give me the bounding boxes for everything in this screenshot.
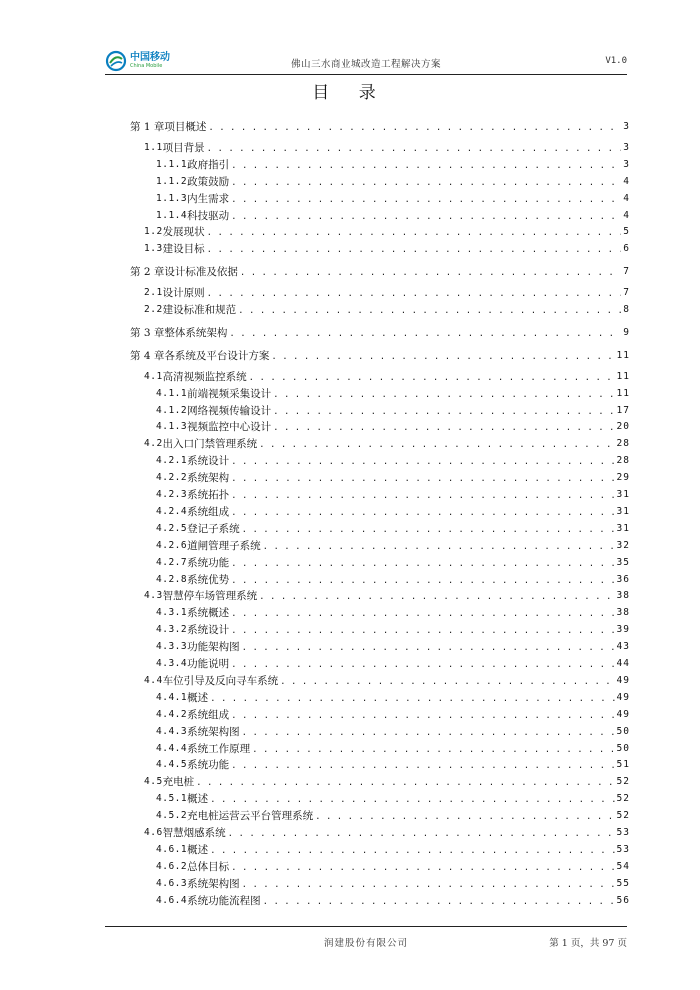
toc-entry[interactable] <box>156 858 630 874</box>
toc-dot-leader <box>259 439 614 451</box>
toc-entry-page: 8 <box>623 304 630 315</box>
toc-entry-number: 4.6.1 <box>156 843 188 855</box>
toc-entry-page: 38 <box>616 590 630 602</box>
toc-entry-page: 51 <box>616 759 630 771</box>
toc-entry-number: 1.1.1 <box>156 158 188 170</box>
toc-dot-leader <box>252 744 614 756</box>
toc-entry-page: 28 <box>616 438 630 450</box>
toc-entry[interactable] <box>156 621 630 637</box>
toc-dot-leader <box>315 811 614 823</box>
toc-entry[interactable] <box>156 706 630 722</box>
toc-entry-number: 4.4 <box>144 674 163 686</box>
toc-dot-leader <box>231 211 621 223</box>
toc-entry[interactable] <box>144 223 630 239</box>
toc-entry-page: 11 <box>616 387 630 399</box>
toc-entry-page: 20 <box>616 421 630 433</box>
toc-entry[interactable] <box>144 672 630 688</box>
toc-dot-leader <box>259 591 614 603</box>
toc-entry[interactable] <box>130 118 630 134</box>
toc-entry[interactable] <box>156 402 630 418</box>
toc-entry-page: 31 <box>616 489 630 500</box>
toc-entry-number: 4.4.1 <box>156 691 188 703</box>
toc-entry-title: 设计标准及依据 <box>164 266 238 279</box>
toc-entry-page: 11 <box>616 349 630 361</box>
toc-entry-title: 各系统及平台设计方案 <box>164 349 270 362</box>
company-name: 润建股份有限公司 <box>323 938 408 949</box>
toc-entry-title: 系统功能 <box>187 759 230 772</box>
toc-entry-page: 49 <box>616 708 630 720</box>
toc-entry-page: 50 <box>616 742 630 754</box>
toc-entry-number: 4.2.1 <box>156 455 188 467</box>
toc-dot-leader <box>196 777 614 789</box>
toc-entry-page: 4 <box>623 209 630 221</box>
toc-dot-leader <box>238 305 621 317</box>
toc-entry-page: 56 <box>616 894 630 906</box>
page-footer <box>105 926 627 949</box>
toc-entry-number: 4.2.6 <box>156 539 188 551</box>
toc-entry-number: 4.4.3 <box>156 725 188 737</box>
toc-entry-title: 功能说明 <box>187 658 230 670</box>
toc-entry-title: 系统拓扑 <box>187 489 230 501</box>
toc-dot-leader <box>207 288 622 300</box>
toc-entry[interactable] <box>156 638 630 654</box>
toc-entry-page: 53 <box>616 843 630 855</box>
toc-entry-title: 设计原则 <box>162 287 205 300</box>
toc-dot-leader <box>231 575 614 587</box>
toc-entry-number: 4.6.2 <box>156 860 188 872</box>
toc-dot-leader <box>231 608 614 620</box>
toc-dot-leader <box>242 642 615 654</box>
toc-entry-number: 1.3 <box>144 243 163 255</box>
toc-entry[interactable] <box>156 740 630 756</box>
toc-entry-title: 发展现状 <box>162 226 205 239</box>
toc-entry-number: 4.1.1 <box>156 387 188 399</box>
toc-entry[interactable] <box>144 435 630 451</box>
toc-entry-page: 31 <box>616 505 630 517</box>
toc-entry-title: 智慧烟感系统 <box>162 827 226 839</box>
toc-dot-leader <box>207 143 622 155</box>
toc-entry[interactable] <box>156 503 630 519</box>
toc-entry-title: 总体目标 <box>187 860 230 873</box>
toc-entry-page: 3 <box>623 121 630 132</box>
toc-entry-title: 系统架构 <box>187 472 230 485</box>
toc-entry-page: 28 <box>616 455 630 467</box>
document-title: 佛山三水商业城改造工程解决方案 <box>290 59 441 70</box>
toc-entry-title: 政府指引 <box>187 158 230 171</box>
toc-entry[interactable] <box>156 385 630 401</box>
toc-dot-leader <box>273 406 614 418</box>
toc-entry-title: 系统优势 <box>187 573 230 586</box>
toc-dot-leader <box>231 659 614 671</box>
toc-entry-page: 54 <box>616 860 630 872</box>
toc-entry-number: 4.6 <box>144 827 163 838</box>
toc-entry-title: 网络视频传输设计 <box>187 404 272 417</box>
toc-entry-page: 50 <box>616 725 630 737</box>
toc-entry-page: 3 <box>623 141 630 153</box>
toc-entry[interactable] <box>144 139 630 155</box>
logo-english-text: China Mobile <box>130 63 163 69</box>
toc-entry[interactable] <box>156 655 630 671</box>
toc-entry[interactable] <box>156 486 630 502</box>
toc-entry-title: 充电桩运营云平台管理系统 <box>187 810 314 823</box>
toc-entry-title: 建设标准和规范 <box>162 304 237 316</box>
toc-entry-number: 4.1 <box>144 370 163 382</box>
toc-dot-leader <box>231 507 614 519</box>
toc-entry-number: 4.4.5 <box>156 759 188 771</box>
toc-entry-page: 49 <box>616 674 630 686</box>
toc-entry[interactable] <box>144 240 630 256</box>
toc-entry-number: 2.2 <box>144 304 163 315</box>
toc-entry-page: 32 <box>616 539 630 551</box>
toc-entry-number: 4.2.5 <box>156 522 188 534</box>
toc-entry-page: 53 <box>616 827 630 838</box>
toc-dot-leader <box>231 625 614 637</box>
toc-entry-title: 车位引导及反向寻车系统 <box>162 674 279 687</box>
toc-dot-leader <box>229 328 621 340</box>
toc-entry[interactable] <box>156 554 630 570</box>
toc-entry-page: 5 <box>623 226 630 238</box>
toc-entry-title: 项目概述 <box>164 121 207 133</box>
toc-entry-title: 系统概述 <box>187 607 230 620</box>
toc-entry-title: 系统功能流程图 <box>187 894 261 907</box>
toc-entry-number: 2.1 <box>144 287 163 299</box>
toc-dot-leader <box>231 473 614 485</box>
toc-dot-leader <box>263 541 615 553</box>
toc-entry-number: 4.2.2 <box>156 472 188 484</box>
toc-entry[interactable] <box>156 790 630 806</box>
toc-entry-page: 39 <box>616 624 630 636</box>
toc-entry[interactable] <box>156 689 630 705</box>
toc-dot-leader <box>231 456 614 468</box>
toc-entry-number: 4.3.3 <box>156 641 188 653</box>
toc-entry-number: 4.4.4 <box>156 742 188 754</box>
toc-entry[interactable] <box>144 368 630 384</box>
toc-entry-page: 35 <box>616 556 630 568</box>
toc-entry-number: 4.3.1 <box>156 607 188 619</box>
toc-entry[interactable] <box>156 892 630 908</box>
toc-entry-number: 4.1.2 <box>156 404 188 416</box>
toc-entry-number: 4.5.2 <box>156 810 188 822</box>
toc-entry[interactable] <box>156 723 630 739</box>
toc-entry-number: 4.6.4 <box>156 894 188 906</box>
toc-dot-leader <box>231 760 614 772</box>
toc-entry-title: 视频监控中心设计 <box>187 421 272 434</box>
toc-entry-number: 1.1.3 <box>156 192 188 204</box>
toc-dot-leader <box>242 524 615 536</box>
toc-entry-page: 29 <box>616 472 630 484</box>
toc-entry-title: 充电桩 <box>162 776 195 789</box>
toc-entry[interactable] <box>156 604 630 620</box>
toc-entry-page: 52 <box>616 776 630 788</box>
toc-entry[interactable] <box>144 824 630 840</box>
toc-entry-number: 4.2.4 <box>156 505 188 517</box>
toc-dot-leader <box>210 693 614 705</box>
toc-entry-title: 概述 <box>187 691 209 704</box>
toc-dot-leader <box>273 422 614 434</box>
toc-entry-number: 1.2 <box>144 226 163 238</box>
toc-dot-leader <box>231 710 614 722</box>
toc-entry-title: 系统组成 <box>187 708 230 721</box>
toc-entry-title: 内生需求 <box>187 192 230 205</box>
toc-dot-leader <box>231 490 614 502</box>
toc-heading: 目 录 <box>312 83 388 103</box>
toc-entry-page: 7 <box>623 266 630 278</box>
toc-entry-title: 登记子系统 <box>187 522 240 535</box>
toc-entry-title: 系统组成 <box>187 505 230 518</box>
toc-dot-leader <box>207 227 622 239</box>
toc-entry-number: 第 4 章 <box>130 349 165 362</box>
toc-entry-number: 4.3.4 <box>156 658 188 669</box>
toc-entry-page: 36 <box>616 573 630 585</box>
toc-entry-title: 系统架构图 <box>187 725 240 738</box>
toc-dot-leader <box>207 244 622 256</box>
toc-entry-title: 科技驱动 <box>187 209 230 222</box>
toc-entry-title: 高清视频监控系统 <box>162 370 247 383</box>
toc-entry-title: 系统设计 <box>187 624 230 637</box>
toc-entry[interactable] <box>130 263 630 279</box>
toc-entry-title: 系统工作原理 <box>187 742 251 755</box>
toc-entry-title: 前端视频采集设计 <box>187 387 272 400</box>
toc-entry[interactable] <box>156 537 630 553</box>
toc-entry-number: 4.2.8 <box>156 573 188 585</box>
toc-entry-title: 整体系统架构 <box>164 326 228 339</box>
toc-entry-title: 系统架构图 <box>187 877 240 890</box>
toc-entry-title: 系统功能 <box>187 556 230 569</box>
toc-entry-page: 38 <box>616 607 630 619</box>
toc-entry-number: 4.1.3 <box>156 421 188 433</box>
toc-entry-number: 4.5 <box>144 776 163 788</box>
toc-entry-title: 建设目标 <box>162 243 205 256</box>
toc-entry-title: 项目背景 <box>162 141 205 154</box>
toc-entry-page: 44 <box>616 658 630 669</box>
toc-entry-page: 43 <box>616 641 630 653</box>
toc-entry[interactable] <box>156 875 630 891</box>
toc-entry-number: 4.3 <box>144 590 163 602</box>
toc-dot-leader <box>271 351 614 363</box>
toc-dot-leader <box>240 267 621 279</box>
toc-entry-number: 第 3 章 <box>130 326 165 339</box>
toc-entry-number: 1.1.4 <box>156 209 188 221</box>
toc-dot-leader <box>273 389 614 401</box>
toc-entry-number: 4.2.7 <box>156 556 188 568</box>
toc-entry[interactable] <box>156 173 630 189</box>
toc-entry[interactable] <box>144 587 630 603</box>
toc-dot-leader <box>280 676 614 688</box>
toc-dot-leader <box>210 845 614 857</box>
toc-entry-title: 政策鼓励 <box>187 175 230 188</box>
toc-entry-number: 4.3.2 <box>156 624 188 636</box>
toc-entry[interactable] <box>156 571 630 587</box>
toc-entry[interactable] <box>156 756 630 772</box>
toc-entry[interactable] <box>156 452 630 468</box>
toc-entry-page: 17 <box>616 404 630 416</box>
toc-dot-leader <box>231 177 621 189</box>
toc-dot-leader <box>231 194 621 206</box>
toc-entry-page: 4 <box>623 175 630 187</box>
toc-entry-page: 3 <box>623 158 630 170</box>
toc-entry[interactable] <box>130 324 630 340</box>
toc-entry-title: 概述 <box>187 793 209 806</box>
toc-dot-leader <box>231 160 621 172</box>
toc-entry-number: 4.5.1 <box>156 793 188 805</box>
toc-dot-leader <box>231 862 614 874</box>
toc-entry[interactable] <box>156 207 630 223</box>
toc-dot-leader <box>249 372 615 384</box>
toc-entry[interactable] <box>156 520 630 536</box>
toc-entry[interactable] <box>156 807 630 823</box>
toc-dot-leader <box>242 879 615 891</box>
toc-entry[interactable] <box>156 841 630 857</box>
toc-entry[interactable] <box>156 469 630 485</box>
toc-dot-leader <box>210 794 614 806</box>
toc-entry[interactable] <box>144 284 630 300</box>
toc-entry-number: 第 1 章 <box>130 121 165 133</box>
toc-entry-title: 智慧停车场管理系统 <box>162 590 258 603</box>
toc-entry-page: 9 <box>623 326 630 338</box>
toc-entry-number: 1.1 <box>144 141 163 153</box>
page-header <box>105 50 627 75</box>
toc-entry-number: 第 2 章 <box>130 266 165 279</box>
toc-entry-page: 52 <box>616 810 630 822</box>
toc-entry[interactable] <box>144 773 630 789</box>
logo-chinese-text: 中国移动 <box>130 52 170 63</box>
toc-entry-page: 11 <box>616 370 630 382</box>
toc-entry-number: 4.2.3 <box>156 489 188 500</box>
toc-entry[interactable] <box>144 301 630 317</box>
toc-entry-page: 31 <box>616 522 630 534</box>
toc-entry-number: 4.6.3 <box>156 877 188 889</box>
toc-entry-page: 49 <box>616 691 630 703</box>
toc-dot-leader <box>228 828 615 840</box>
toc-entry[interactable] <box>130 347 630 363</box>
toc-dot-leader <box>208 122 621 134</box>
toc-entry-page: 52 <box>616 793 630 805</box>
toc-entry-number: 1.1.2 <box>156 175 188 187</box>
toc-entry[interactable] <box>156 418 630 434</box>
toc-entry-title: 道闸管理子系统 <box>187 539 261 552</box>
document-version: V1.0 <box>605 56 627 66</box>
toc-dot-leader <box>242 727 615 739</box>
toc-entry-page: 4 <box>623 192 630 204</box>
toc-entry-title: 出入口门禁管理系统 <box>162 438 258 451</box>
toc-dot-leader <box>263 896 615 908</box>
toc-entry[interactable] <box>156 190 630 206</box>
toc-entry-number: 4.2 <box>144 438 163 450</box>
toc-entry-title: 系统设计 <box>187 455 230 468</box>
toc-entry-title: 概述 <box>187 843 209 856</box>
toc-entry-page: 6 <box>623 243 630 255</box>
toc-entry-title: 功能架构图 <box>187 641 240 654</box>
toc-dot-leader <box>231 558 614 570</box>
toc-entry-page: 7 <box>623 287 630 299</box>
page-number-info: 第 1 页，共 97 页 <box>549 938 627 949</box>
toc-entry-page: 55 <box>616 877 630 889</box>
toc-entry-number: 4.4.2 <box>156 708 188 720</box>
toc-entry[interactable] <box>156 156 630 172</box>
